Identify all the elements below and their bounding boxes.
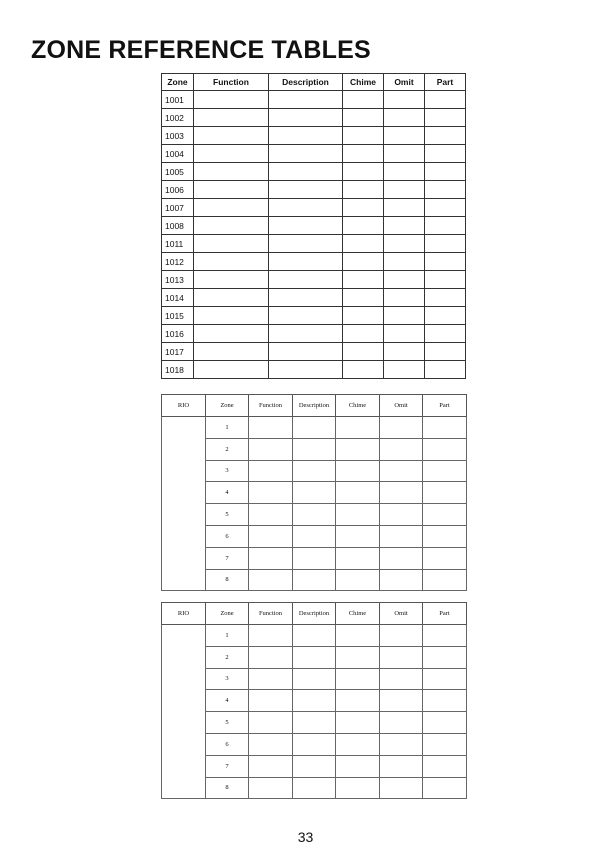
part-cell xyxy=(423,460,467,482)
description-cell xyxy=(269,253,343,271)
chime-cell xyxy=(336,668,380,690)
function-cell xyxy=(249,777,293,799)
description-cell xyxy=(293,668,336,690)
chime-cell xyxy=(343,217,384,235)
function-cell xyxy=(249,712,293,734)
chime-cell xyxy=(343,289,384,307)
function-cell xyxy=(249,646,293,668)
part-cell xyxy=(425,217,466,235)
function-cell xyxy=(249,690,293,712)
description-cell xyxy=(269,127,343,145)
table-row xyxy=(162,417,467,439)
function-cell xyxy=(249,547,293,569)
description-cell xyxy=(293,625,336,647)
table-row xyxy=(162,438,467,460)
omit-cell xyxy=(380,438,423,460)
header-function: Function xyxy=(249,395,293,417)
part-cell xyxy=(425,145,466,163)
part-cell xyxy=(425,271,466,289)
table-row xyxy=(162,733,467,755)
chime-cell xyxy=(343,325,384,343)
chime-cell xyxy=(343,91,384,109)
omit-cell xyxy=(380,712,423,734)
table-row xyxy=(162,504,467,526)
zone-number-cell: 1008 xyxy=(162,217,194,235)
part-cell xyxy=(423,569,467,591)
zone-number-cell: 2 xyxy=(206,646,249,668)
chime-cell xyxy=(336,733,380,755)
table-row xyxy=(162,482,467,504)
description-cell xyxy=(293,733,336,755)
function-cell xyxy=(249,525,293,547)
rio-cell xyxy=(162,625,206,799)
part-cell xyxy=(425,253,466,271)
header-omit: Omit xyxy=(380,395,423,417)
part-cell xyxy=(425,235,466,253)
table-row xyxy=(162,253,466,271)
chime-cell xyxy=(343,181,384,199)
table-row xyxy=(162,668,467,690)
table-row xyxy=(162,127,466,145)
function-cell xyxy=(194,127,269,145)
rio-table-1 xyxy=(161,394,467,591)
header-part: Part xyxy=(423,603,467,625)
zone-number-cell: 6 xyxy=(206,525,249,547)
omit-cell xyxy=(380,646,423,668)
description-cell xyxy=(269,109,343,127)
function-cell xyxy=(249,755,293,777)
omit-cell xyxy=(380,690,423,712)
part-cell xyxy=(423,482,467,504)
part-cell xyxy=(423,733,467,755)
chime-cell xyxy=(343,361,384,379)
function-cell xyxy=(194,163,269,181)
chime-cell xyxy=(336,712,380,734)
function-cell xyxy=(249,438,293,460)
description-cell xyxy=(269,271,343,289)
zone-number-cell: 5 xyxy=(206,712,249,734)
zone-number-cell: 4 xyxy=(206,690,249,712)
header-omit: Omit xyxy=(380,603,423,625)
part-cell xyxy=(425,181,466,199)
zone-number-cell: 1018 xyxy=(162,361,194,379)
header-omit: Omit xyxy=(384,74,425,91)
header-rio: RIO xyxy=(162,603,206,625)
chime-cell xyxy=(336,625,380,647)
header-rio: RIO xyxy=(162,395,206,417)
function-cell xyxy=(194,217,269,235)
zone-number-cell: 3 xyxy=(206,460,249,482)
chime-cell xyxy=(336,646,380,668)
header-chime: Chime xyxy=(336,395,380,417)
description-cell xyxy=(293,569,336,591)
chime-cell xyxy=(343,109,384,127)
zone-number-cell: 7 xyxy=(206,755,249,777)
omit-cell xyxy=(384,217,425,235)
part-cell xyxy=(425,361,466,379)
chime-cell xyxy=(336,504,380,526)
page-title: ZONE REFERENCE TABLES xyxy=(31,36,371,64)
description-cell xyxy=(293,755,336,777)
description-cell xyxy=(293,525,336,547)
omit-cell xyxy=(384,145,425,163)
description-cell xyxy=(293,417,336,439)
description-cell xyxy=(293,438,336,460)
table-row xyxy=(162,271,466,289)
description-cell xyxy=(269,307,343,325)
header-chime: Chime xyxy=(336,603,380,625)
zone-number-cell: 2 xyxy=(206,438,249,460)
omit-cell xyxy=(380,504,423,526)
table-row xyxy=(162,755,467,777)
zone-number-cell: 7 xyxy=(206,547,249,569)
zone-number-cell: 1005 xyxy=(162,163,194,181)
zone-number-cell: 1016 xyxy=(162,325,194,343)
omit-cell xyxy=(384,199,425,217)
function-cell xyxy=(194,361,269,379)
chime-cell xyxy=(343,199,384,217)
description-cell xyxy=(269,181,343,199)
zone-number-cell: 4 xyxy=(206,482,249,504)
omit-cell xyxy=(380,547,423,569)
header-part: Part xyxy=(423,395,467,417)
table-row xyxy=(162,307,466,325)
zone-number-cell: 6 xyxy=(206,733,249,755)
zone-number-cell: 1001 xyxy=(162,91,194,109)
page-number: 33 xyxy=(297,829,314,845)
part-cell xyxy=(423,668,467,690)
description-cell xyxy=(293,460,336,482)
omit-cell xyxy=(384,307,425,325)
zone-number-cell: 1003 xyxy=(162,127,194,145)
function-cell xyxy=(194,91,269,109)
zone-number-cell: 1007 xyxy=(162,199,194,217)
part-cell xyxy=(423,712,467,734)
omit-cell xyxy=(384,109,425,127)
omit-cell xyxy=(380,755,423,777)
table-row xyxy=(162,235,466,253)
zone-number-cell: 1002 xyxy=(162,109,194,127)
function-cell xyxy=(249,625,293,647)
chime-cell xyxy=(336,482,380,504)
description-cell xyxy=(269,163,343,181)
description-cell xyxy=(269,343,343,361)
zone-number-cell: 8 xyxy=(206,777,249,799)
description-cell xyxy=(293,547,336,569)
zone-number-cell: 1 xyxy=(206,625,249,647)
part-cell xyxy=(423,755,467,777)
description-cell xyxy=(293,646,336,668)
omit-cell xyxy=(380,777,423,799)
omit-cell xyxy=(380,525,423,547)
description-cell xyxy=(293,504,336,526)
table-row xyxy=(162,199,466,217)
function-cell xyxy=(194,235,269,253)
chime-cell xyxy=(343,127,384,145)
omit-cell xyxy=(384,127,425,145)
rio-table-header-row xyxy=(162,603,467,625)
table-row xyxy=(162,569,467,591)
omit-cell xyxy=(380,733,423,755)
part-cell xyxy=(425,289,466,307)
header-part: Part xyxy=(425,74,466,91)
zone-number-cell: 8 xyxy=(206,569,249,591)
table-row xyxy=(162,777,467,799)
zone-number-cell: 1014 xyxy=(162,289,194,307)
omit-cell xyxy=(380,625,423,647)
description-cell xyxy=(269,91,343,109)
table-row xyxy=(162,690,467,712)
omit-cell xyxy=(384,325,425,343)
table-row xyxy=(162,646,467,668)
omit-cell xyxy=(384,253,425,271)
chime-cell xyxy=(336,438,380,460)
chime-cell xyxy=(336,755,380,777)
chime-cell xyxy=(343,343,384,361)
chime-cell xyxy=(336,690,380,712)
table-row xyxy=(162,109,466,127)
function-cell xyxy=(194,181,269,199)
omit-cell xyxy=(384,163,425,181)
omit-cell xyxy=(380,460,423,482)
rio-cell xyxy=(162,417,206,591)
function-cell xyxy=(194,253,269,271)
function-cell xyxy=(194,307,269,325)
chime-cell xyxy=(336,777,380,799)
chime-cell xyxy=(336,569,380,591)
chime-cell xyxy=(336,525,380,547)
zone-number-cell: 1 xyxy=(206,417,249,439)
function-cell xyxy=(249,569,293,591)
header-function: Function xyxy=(249,603,293,625)
zone-number-cell: 1015 xyxy=(162,307,194,325)
header-description: Description xyxy=(269,74,343,91)
table-row xyxy=(162,343,466,361)
function-cell xyxy=(249,668,293,690)
table-row xyxy=(162,163,466,181)
function-cell xyxy=(249,417,293,439)
description-cell xyxy=(293,690,336,712)
zone-number-cell: 1004 xyxy=(162,145,194,163)
header-function: Function xyxy=(194,74,269,91)
part-cell xyxy=(425,325,466,343)
omit-cell xyxy=(384,271,425,289)
part-cell xyxy=(425,343,466,361)
part-cell xyxy=(425,91,466,109)
function-cell xyxy=(194,109,269,127)
part-cell xyxy=(423,646,467,668)
description-cell xyxy=(269,361,343,379)
chime-cell xyxy=(343,163,384,181)
header-chime: Chime xyxy=(343,74,384,91)
header-zone: Zone xyxy=(162,74,194,91)
table-row xyxy=(162,145,466,163)
part-cell xyxy=(423,690,467,712)
description-cell xyxy=(269,235,343,253)
part-cell xyxy=(425,307,466,325)
omit-cell xyxy=(384,289,425,307)
table-row xyxy=(162,217,466,235)
part-cell xyxy=(425,199,466,217)
function-cell xyxy=(194,325,269,343)
omit-cell xyxy=(380,569,423,591)
description-cell xyxy=(293,777,336,799)
table-row xyxy=(162,325,466,343)
header-zone: Zone xyxy=(206,395,249,417)
part-cell xyxy=(425,127,466,145)
zone-number-cell: 1013 xyxy=(162,271,194,289)
omit-cell xyxy=(384,361,425,379)
function-cell xyxy=(194,199,269,217)
zone-number-cell: 1011 xyxy=(162,235,194,253)
table-row xyxy=(162,91,466,109)
function-cell xyxy=(194,271,269,289)
zone-number-cell: 1017 xyxy=(162,343,194,361)
zone-number-cell: 1012 xyxy=(162,253,194,271)
part-cell xyxy=(423,504,467,526)
header-description: Description xyxy=(293,603,336,625)
table-row xyxy=(162,460,467,482)
zone-table-header-row xyxy=(162,74,466,91)
part-cell xyxy=(425,163,466,181)
description-cell xyxy=(293,712,336,734)
table-row xyxy=(162,525,467,547)
omit-cell xyxy=(380,668,423,690)
chime-cell xyxy=(336,460,380,482)
part-cell xyxy=(423,417,467,439)
table-row xyxy=(162,712,467,734)
zone-number-cell: 1006 xyxy=(162,181,194,199)
function-cell xyxy=(249,504,293,526)
description-cell xyxy=(293,482,336,504)
function-cell xyxy=(249,482,293,504)
description-cell xyxy=(269,325,343,343)
description-cell xyxy=(269,145,343,163)
table-row xyxy=(162,625,467,647)
function-cell xyxy=(194,145,269,163)
zone-reference-table xyxy=(161,73,466,379)
omit-cell xyxy=(384,181,425,199)
header-description: Description xyxy=(293,395,336,417)
omit-cell xyxy=(384,235,425,253)
chime-cell xyxy=(343,253,384,271)
description-cell xyxy=(269,289,343,307)
part-cell xyxy=(423,438,467,460)
chime-cell xyxy=(343,235,384,253)
chime-cell xyxy=(336,417,380,439)
zone-number-cell: 5 xyxy=(206,504,249,526)
rio-table-2 xyxy=(161,602,467,799)
part-cell xyxy=(423,525,467,547)
part-cell xyxy=(425,109,466,127)
table-row xyxy=(162,289,466,307)
chime-cell xyxy=(343,145,384,163)
chime-cell xyxy=(343,307,384,325)
omit-cell xyxy=(380,482,423,504)
chime-cell xyxy=(336,547,380,569)
chime-cell xyxy=(343,271,384,289)
omit-cell xyxy=(384,343,425,361)
part-cell xyxy=(423,625,467,647)
zone-number-cell: 3 xyxy=(206,668,249,690)
function-cell xyxy=(249,460,293,482)
header-zone: Zone xyxy=(206,603,249,625)
table-row xyxy=(162,181,466,199)
omit-cell xyxy=(380,417,423,439)
description-cell xyxy=(269,217,343,235)
rio-table-header-row xyxy=(162,395,467,417)
part-cell xyxy=(423,547,467,569)
part-cell xyxy=(423,777,467,799)
omit-cell xyxy=(384,91,425,109)
description-cell xyxy=(269,199,343,217)
function-cell xyxy=(194,343,269,361)
table-row xyxy=(162,547,467,569)
table-row xyxy=(162,361,466,379)
function-cell xyxy=(249,733,293,755)
function-cell xyxy=(194,289,269,307)
